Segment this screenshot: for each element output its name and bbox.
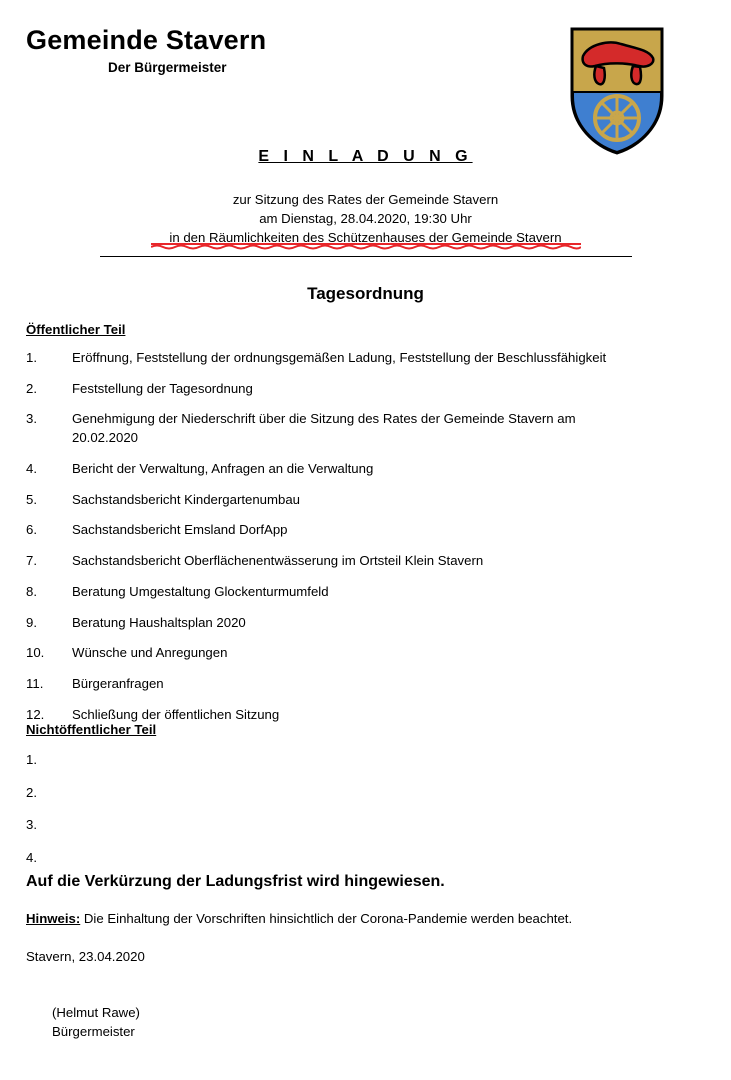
meeting-info-line-1: zur Sitzung des Rates der Gemeinde Stavern — [232, 192, 499, 207]
agenda-item-text: Sachstandsbericht Oberflächenentwässerung im Ortsteil Klein Stavern — [72, 553, 484, 569]
agenda-item-text: Sachstandsbericht Emsland DorfApp — [72, 522, 288, 538]
agenda-item-number: 2. — [26, 380, 37, 396]
hint-label: Hinweis: — [26, 911, 81, 926]
agenda-item-text: Sachstandsbericht Kindergartenumbau — [72, 491, 300, 507]
municipality-title: Gemeinde Stavern — [26, 25, 267, 55]
list-item: 3. — [26, 817, 37, 833]
agenda-item-text: Feststellung der Tagesordnung — [72, 380, 253, 396]
agenda-item-number: 4. — [26, 460, 37, 476]
nonpublic-agenda-list — [26, 751, 626, 868]
agenda-item-number: 6. — [26, 522, 37, 538]
list-item — [26, 460, 626, 479]
list-item — [26, 552, 626, 571]
agenda-item-text: Beratung Umgestaltung Glockenturmumfeld — [72, 583, 329, 599]
document-header — [26, 26, 705, 166]
list-item — [26, 349, 626, 368]
meeting-info — [0, 190, 731, 247]
deadline-notice: Auf die Verkürzung der Ladungsfrist wird hingewiesen. — [26, 873, 445, 890]
signature-block — [52, 1003, 140, 1041]
nonpublic-section-heading: Nichtöffentlicher Teil — [26, 722, 157, 737]
list-item — [26, 675, 626, 694]
agenda-item-text: Genehmigung der Niederschrift über die Sitzung des Rates der Gemeinde Stavern am 20.02.2020 — [72, 411, 576, 446]
place-date: Stavern, 23.04.2020 — [26, 949, 145, 964]
agenda-item-number: 5. — [26, 491, 37, 507]
mayor-subtitle: Der Bürgermeister — [108, 59, 227, 75]
list-item: 4. — [26, 850, 37, 866]
agenda-item-text: Bericht der Verwaltung, Anfragen an die Verwaltung — [72, 460, 374, 476]
agenda-item-text: Bürgeranfragen — [72, 676, 164, 692]
public-agenda-section — [26, 322, 626, 737]
list-item — [26, 614, 626, 633]
signer-role: Bürgermeister — [52, 1024, 135, 1040]
agenda-item-number: 9. — [26, 614, 37, 630]
agenda-item-text: Schließung der öffentlichen Sitzung — [72, 706, 280, 722]
agenda-item-number: 8. — [26, 583, 37, 599]
corona-hint — [26, 911, 572, 926]
agenda-item-text: Eröffnung, Feststellung der ordnungsgemäßen Ladung, Feststellung der Beschlussfähigkeit — [72, 350, 607, 365]
agenda-title: Tagesordnung — [307, 284, 424, 303]
signer-name: (Helmut Rawe) — [52, 1005, 140, 1020]
agenda-item-number: 7. — [26, 553, 37, 569]
hint-text: Die Einhaltung der Vorschriften hinsichtlich der Corona-Pandemie werden beachtet. — [80, 911, 573, 926]
agenda-item-number: 1. — [26, 350, 37, 365]
list-item — [26, 583, 626, 602]
public-agenda-list — [26, 349, 626, 725]
agenda-item-number: 10. — [26, 645, 45, 661]
coat-of-arms-icon — [569, 26, 665, 156]
agenda-item-text: Beratung Haushaltsplan 2020 — [72, 614, 246, 630]
list-item — [26, 644, 626, 663]
list-item: 1. — [26, 752, 37, 767]
list-item: 2. — [26, 784, 37, 800]
list-item — [26, 521, 626, 540]
agenda-item-number: 11. — [26, 676, 44, 692]
nonpublic-agenda-section — [26, 722, 626, 882]
horizontal-divider — [100, 256, 632, 257]
agenda-item-text: Wünsche und Anregungen — [72, 645, 228, 661]
list-item — [26, 491, 626, 510]
red-underline-annotation — [151, 243, 581, 251]
invitation-title: E I N L A D U N G — [258, 148, 473, 165]
meeting-info-line-3: in den Räumlichkeiten des Schützenhauses der Gemeinde Stavern — [169, 230, 562, 246]
agenda-item-number: 3. — [26, 411, 37, 427]
agenda-item-number: 12. — [26, 706, 45, 722]
meeting-info-line-2: am Dienstag, 28.04.2020, 19:30 Uhr — [259, 211, 472, 227]
list-item — [26, 410, 626, 447]
public-section-heading: Öffentlicher Teil — [26, 322, 126, 337]
list-item — [26, 380, 626, 399]
